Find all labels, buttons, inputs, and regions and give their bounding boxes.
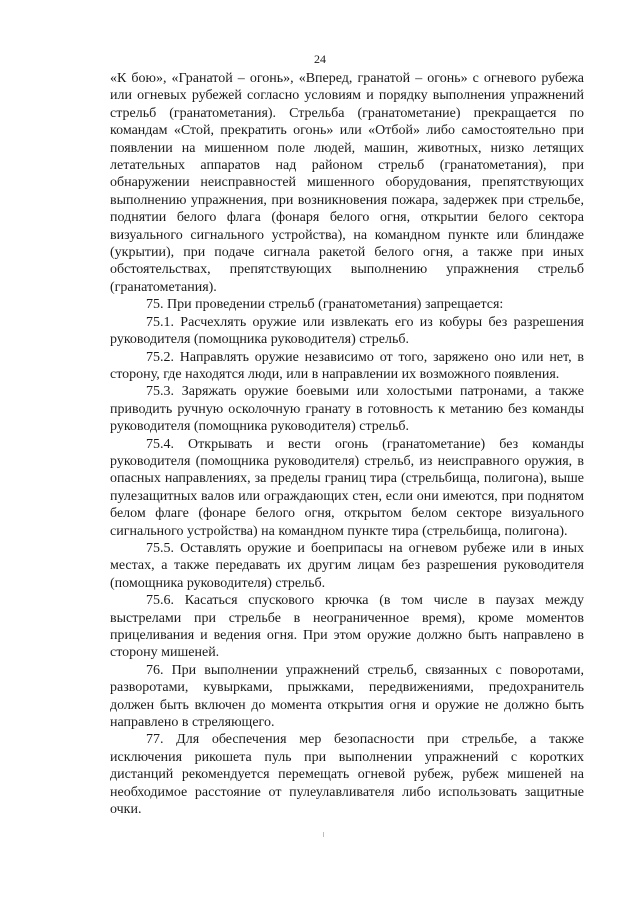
- paragraph-75-5: 75.5. Оставлять оружие и боеприпасы на огневом рубеже или в иных местах, а также передавать их другим лицам без разрешения руководителя (помощника руководителя) стрельб.: [110, 540, 584, 591]
- paragraph-76: 76. При выполнении упражнений стрельб, связанных с поворотами, разворотами, кувырками, прыжками, передвижениями, предохранитель должен быть включен до момента открытия огня и оружие не должно быть направлено в стреляющего.: [110, 662, 584, 731]
- paragraph-75-6: 75.6. Касаться спускового крючка (в том числе в паузах между выстрелами при стрельбе в неограниченное время), кроме моментов прицеливания и ведения огня. При этом оружие должно быть направлено в сторону мишеней.: [110, 593, 584, 661]
- paragraph-75: 75. При проведении стрельб (гранатометания) запрещается:: [146, 297, 504, 313]
- paragraph-75-3: 75.3. Заряжать оружие боевыми или холостыми патронами, а также приводить ручную осколочную гранату в готовность к метанию без команды руководителя (помощника руководителя) стрельб.: [110, 384, 584, 435]
- scan-speck: [323, 832, 324, 837]
- document-body: [110, 70, 584, 818]
- paragraph-77: 77. Для обеспечения мер безопасности при стрельбе, а также исключения рикошета пуль при выполнении упражнений с коротких дистанций рекомендуется перемещать огневой рубеж, рубеж мишеней на необходимое расстояние от пулеулавливателя либо использовать защитные очки.: [110, 732, 584, 818]
- page-number: 24: [314, 52, 326, 66]
- paragraph-75-4: 75.4. Открывать и вести огонь (гранатометание) без команды руководителя (помощника руководителя) стрельб, из неисправного оружия, в опасных направлениях, за пределы границ тира (стрельбища, полигона), выше пулезащитных валов или ограждающих стен, если они имеются, при поднятом белом флаге (фонаре белого огня, открытом белом секторе визуального сигнального устройства) на командном пункте тира (стрельбища, полигона).: [110, 436, 584, 539]
- paragraph-75-2: 75.2. Направлять оружие независимо от того, заряжено оно или нет, в сторону, где находятся люди, или в направлении их возможного появления.: [110, 349, 584, 382]
- paragraph-continuation: «К бою», «Гранатой – огонь», «Вперед, гранатой – огонь» с огневого рубежа или огневых рубежей согласно условиям и порядку выполнения упражнений стрельб (гранатометания). Стрельба (гранатометание) прекращается по командам «Стой, прекратить огонь» или «Отбой» либо самостоятельно при появлении на мишенном поле людей, машин, животных, низко летящих летательных аппаратов над районом стрельб (гранатометания), при обнаружении неисправностей мишенного оборудования, препятствующих выполнению упражнения, при возникновения пожара, задержек при стрельбе, поднятии белого флага (фонаря белого огня, открытии белого сектора визуального сигнального устройства), на командном пункте или блиндаже (укрытии), при подаче сигнала ракетой белого огня, а также при иных обстоятельствах, препятствующих выполнению упражнения стрельб (гранатометания).: [110, 71, 584, 295]
- paragraph-75-1: 75.1. Расчехлять оружие или извлекать его из кобуры без разрешения руководителя (помощника руководителя) стрельб.: [110, 314, 584, 348]
